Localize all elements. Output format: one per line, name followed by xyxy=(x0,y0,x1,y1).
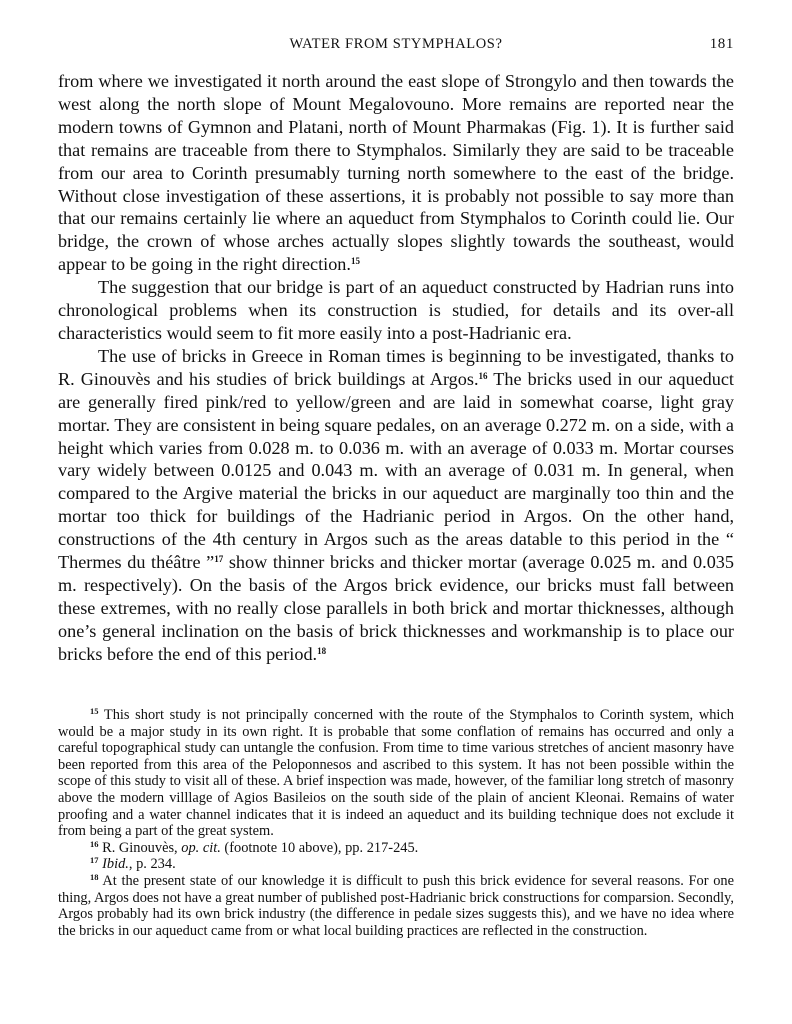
main-text xyxy=(58,70,734,666)
paragraph-2 xyxy=(58,276,734,345)
paragraph-1 xyxy=(58,70,734,276)
footnote-16 xyxy=(58,840,734,857)
footnote-ref-16: 16 xyxy=(478,370,488,381)
footnote-ref-18: 18 xyxy=(317,645,327,656)
footnote-17-italic: Ibid. xyxy=(98,856,129,873)
footnote-ref-17: 17 xyxy=(214,554,224,565)
page-number: 181 xyxy=(709,36,734,52)
footnote-18 xyxy=(58,873,734,939)
paragraph-3-text-c: show thinner bricks and thicker mortar (average 0.025 m. and 0.035 m. respectively). On the basis of the Argos brick evidence, our bricks must fall between these extremes, with no really close parallels in both brick and mortar thicknesses, although one’s general inclination on the basis of brick thicknesses and workmanship is to place our bricks before the end of this period. xyxy=(58,552,734,664)
paragraph-3-text-b: The bricks used in our aqueduct are generally fired pink/red to yellow/green and are laid in somewhat coarse, light gray mortar. They are consistent in being square pedales, on an average 0.272 m. on a side, with a height which varies from 0.028 m. to 0.036 m. with an average of 0.033 m. Mortar courses vary widely between 0.0125 and 0.043 m. with an average of 0.031 m. In general, when compared to the Argive material the bricks in our aqueduct are marginally too thin and the mortar too thick for buildings of the Hadrianic period in Argos. On the other hand, constructions of the 4th century in Argos such as the areas datable to this period in the “ Thermes du théâtre ” xyxy=(58,368,734,573)
paragraph-2-text: The suggestion that our bridge is part of an aqueduct constructed by Hadrian runs into chronological problems when its construction is studied, for details and its over-all characteristics would seem to fit more easily into a post-Hadrianic era. xyxy=(58,277,734,343)
footnote-16-italic: op. cit. xyxy=(181,839,221,856)
footnote-18-text: At the present state of our knowledge it is difficult to push this brick evidence for several reasons. For one thing, Argos does not have a great number of published post-Hadrianic brick constructions for comparsion. Secondly, Argos probably had its own brick industry (the difference in pedale sizes suggests this), and we have no idea where the bricks in our aqueduct came from or what local building practices are reflected in the construction. xyxy=(58,872,734,939)
footnote-17-post: , p. 234. xyxy=(128,856,176,873)
running-header xyxy=(58,36,734,58)
footnote-16-post: (footnote 10 above), pp. 217-245. xyxy=(220,839,419,856)
footnote-15-number: 15 xyxy=(90,706,99,716)
footnote-16-pre: R. Ginouvès, xyxy=(98,839,182,856)
footnote-18-number: 18 xyxy=(90,871,99,882)
paragraph-3-text-a: The use of bricks in Greece in Roman times is beginning to be investigated, thanks to R. Ginouvès and his studies of brick buildings at Argos. xyxy=(58,345,734,389)
footnote-15-text: This short study is not principally concerned with the route of the Stymphalos to Corinth system, which would be a major study in its own right. It is probable that some conflation of remains has occurred and only a careful topographical study can untangle the confusion. From time to time various stretches of ancient masonry have been reported from this area of the Peloponnesos and ascribed to this system. It has not been possible within the scope of this study to visit all of these. A brief inspection was made, however, of the familiar long stretch of masonry above the modern villlage of Agios Basileios on the south side of the plain of ancient Kleonai. Remains of water proofing and a water channel indicates that it is indeed an aqueduct and its building technique does not exclude it from being a part of the great system. xyxy=(58,707,734,840)
footnote-17-number: 17 xyxy=(90,855,99,866)
footnote-15 xyxy=(58,707,734,840)
footnotes xyxy=(58,707,734,939)
paragraph-3 xyxy=(58,345,734,666)
footnote-ref-15: 15 xyxy=(350,256,360,267)
footnote-17 xyxy=(58,856,734,873)
running-title: WATER FROM STYMPHALOS? xyxy=(289,36,503,52)
footnote-16-number: 16 xyxy=(90,838,99,849)
paragraph-1-text: from where we investigated it north around the east slope of Strongylo and then towards the west along the north slope of Mount Megalovouno. More remains are reported near the modern towns of Gymnon and Platani, north of Mount Pharmakas (Fig. 1). It is further said that remains are traceable from there to Stymphalos. Similarly they are said to be traceable from our area to Corinth presumably turning north somewhere to the east of the bridge. Without close investigation of these assertions, it is probably not possible to say more than that our remains certainly lie where an aqueduct from Stymphalos to Corinth could lie. Our bridge, the crown of whose arches actually slopes slightly towards the southeast, would appear to be going in the right direction. xyxy=(58,71,734,275)
